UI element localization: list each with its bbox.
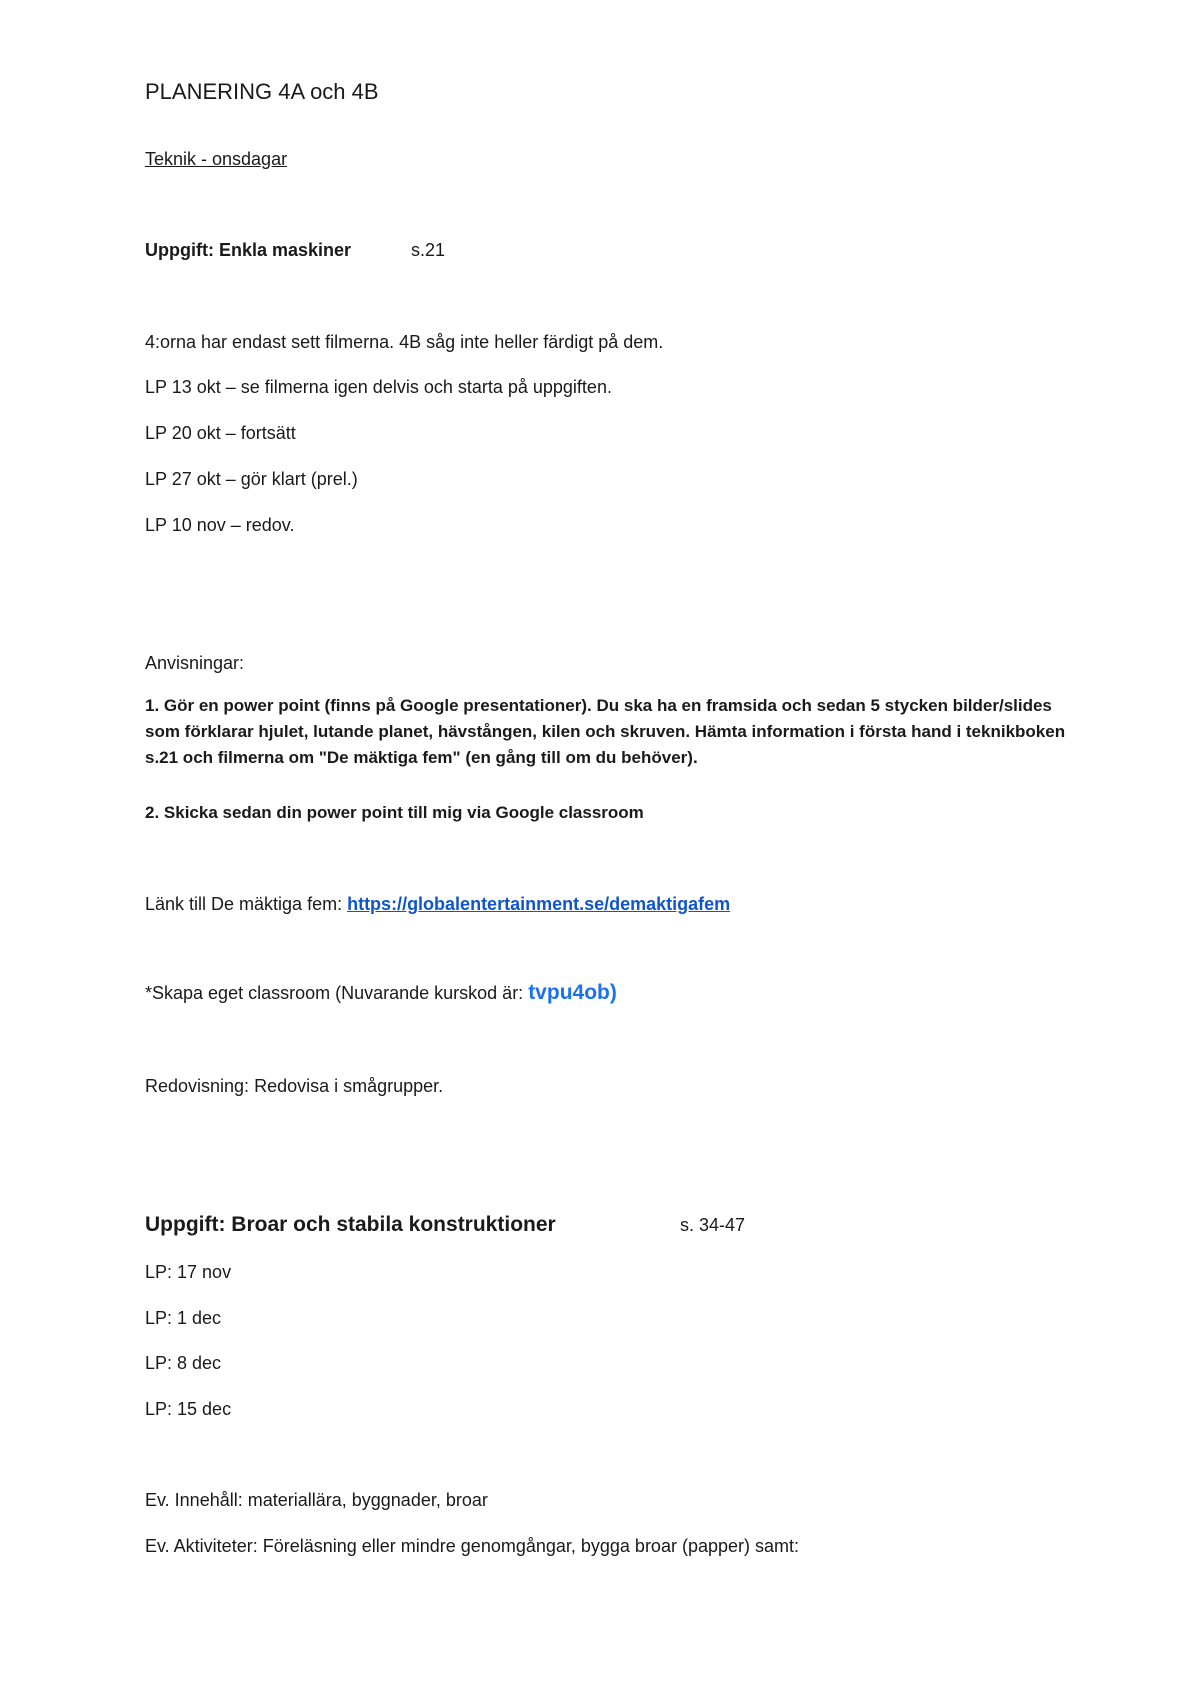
task1-page-ref: s.21 xyxy=(411,240,446,260)
classroom-prefix: *Skapa eget classroom (Nuvarande kurskod är: xyxy=(145,983,529,1003)
link-prefix: Länk till De mäktiga fem: xyxy=(145,894,348,914)
task1-note: 4:orna har endast sett filmerna. 4B såg inte heller färdigt på dem. xyxy=(145,332,664,352)
task2-date-line: LP: 8 dec xyxy=(145,1353,222,1373)
task1-date-line: LP 20 okt – fortsätt xyxy=(145,423,296,443)
instructions-heading: Anvisningar: xyxy=(145,653,245,673)
task2-page-ref: s. 34-47 xyxy=(680,1215,746,1235)
task2-activities: Ev. Aktiviteter: Föreläsning eller mindre genomgångar, bygga broar (papper) samt: xyxy=(145,1536,799,1556)
task2-heading: Uppgift: Broar och stabila konstruktioner xyxy=(145,1213,556,1236)
task2-date-line: LP: 15 dec xyxy=(145,1399,232,1419)
instruction-step-1: 1. Gör en power point (finns på Google presentationer). Du ska ha en framsida och sedan 5 stycken bilder/slides som förklarar hjulet, lutande planet, hävstången, kilen och skruven. Hämta information i första hand i teknikboken s.21 och filmerna om "De mäktiga fem" (en gång till om du behöver). xyxy=(145,696,1066,767)
task1-heading: Uppgift: Enkla maskiner xyxy=(145,240,352,260)
instruction-step-2: 2. Skicka sedan din power point till mig via Google classroom xyxy=(145,803,644,822)
subtitle: Teknik - onsdagar xyxy=(145,149,288,169)
task1-date-line: LP 13 okt – se filmerna igen delvis och starta på uppgiften. xyxy=(145,377,612,397)
page-title: PLANERING 4A och 4B xyxy=(145,79,379,104)
demaktigafem-link[interactable]: https://globalentertainment.se/demaktigafem xyxy=(347,894,731,914)
link-row xyxy=(145,893,730,915)
classroom-row xyxy=(145,982,617,1004)
presentation-note: Redovisning: Redovisa i smågrupper. xyxy=(145,1076,444,1096)
task1-date-line: LP 10 nov – redov. xyxy=(145,515,295,535)
task2-content: Ev. Innehåll: materiallära, byggnader, broar xyxy=(145,1490,488,1510)
task1-date-line: LP 27 okt – gör klart (prel.) xyxy=(145,469,358,489)
course-code: tvpu4ob) xyxy=(528,981,617,1004)
task2-date-line: LP: 1 dec xyxy=(145,1308,222,1328)
task2-date-line: LP: 17 nov xyxy=(145,1262,232,1282)
